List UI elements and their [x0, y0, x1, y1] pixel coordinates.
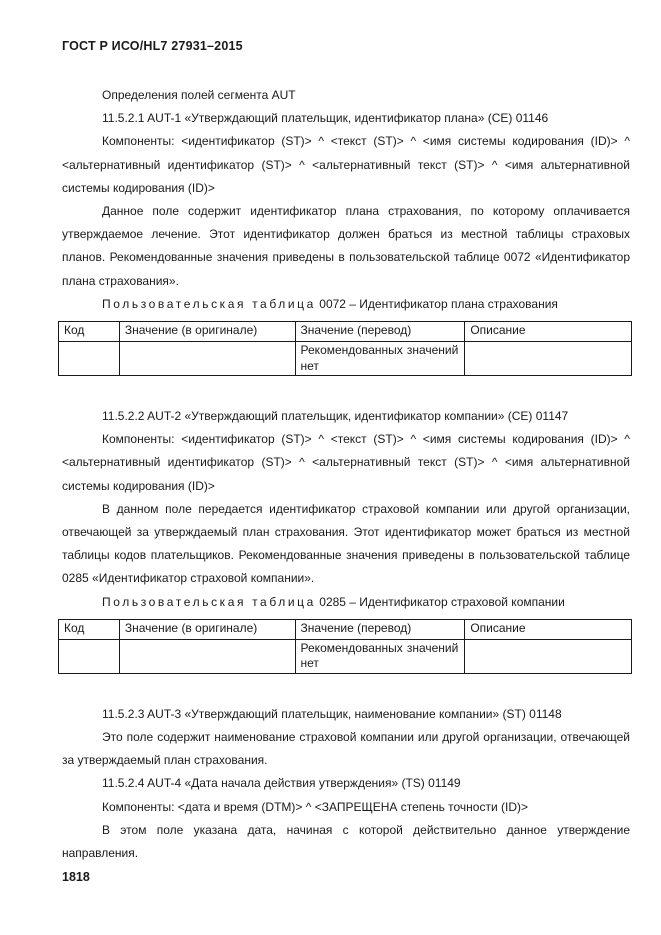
- cell-description: [465, 639, 632, 673]
- cell-translation: Рекомендованных значений нет: [295, 342, 465, 376]
- cell-code: [59, 342, 120, 376]
- caption-label: Пользовательская таблица: [102, 296, 316, 311]
- description-aut4: В этом поле указана дата, начиная с которой действительно данное утверждение направления.: [62, 822, 630, 861]
- table-row: [59, 342, 632, 376]
- col-description-header: Описание: [465, 322, 632, 342]
- cell-original: [119, 639, 295, 673]
- cell-description: [465, 342, 632, 376]
- description-aut1: Данное поле содержит идентификатор плана страхования, по которому оплачивается утверждаемое лечение. Этот идентификатор должен браться из местной таблицы страховых планов. Рекомендованные значения приведены в пользовательской таблице 0072 «Идентификатор плана страхования».: [62, 204, 630, 288]
- user-table-0285: [58, 619, 632, 674]
- section-title-aut2: 11.5.2.2 AUT-2 «Утверждающий плательщик, идентификатор компании» (CE) 01147: [102, 409, 569, 424]
- table-caption-0072: [62, 293, 630, 316]
- intro-heading: Определения полей сегмента AUT: [102, 88, 296, 102]
- components-aut2: Компоненты: <идентификатор (ST)> ^ <текст (ST)> ^ <имя системы кодирования (ID)> ^ <альтернативный идентификатор (ST)> ^ <альтернативный текст (ST)> ^ <имя альтернативной системы кодирования (ID)>: [62, 432, 630, 493]
- table-row: [59, 639, 632, 673]
- section-title-aut4: 11.5.2.4 AUT-4 «Дата начала действия утверждения» (TS) 01149: [102, 776, 461, 791]
- cell-code: [59, 639, 120, 673]
- col-description-header: Описание: [465, 619, 632, 639]
- col-code-header: Код: [59, 322, 120, 342]
- table-caption-0285: [62, 591, 630, 614]
- components-aut4: Компоненты: <дата и время (DTM)> ^ <ЗАПРЕЩЕНА степень точности (ID)>: [102, 799, 529, 814]
- col-original-header: Значение (в оригинале): [119, 619, 295, 639]
- description-aut3: Это поле содержит наименование страховой компании или другой организации, отвечающей за утверждаемый план страхования.: [62, 730, 630, 768]
- components-aut1: Компоненты: <идентификатор (ST)> ^ <текст (ST)> ^ <имя системы кодирования (ID)> ^ <альтернативный идентификатор (ST)> ^ <альтернативный текст (ST)> ^ <имя альтернативной системы кодирования (ID)>: [62, 134, 630, 195]
- section-title-aut3: 11.5.2.3 AUT-3 «Утверждающий плательщик, наименование компании» (ST) 01148: [102, 706, 562, 721]
- section-title-aut1: 11.5.2.1 AUT-1 «Утверждающий плательщик, идентификатор плана» (CE) 01146: [102, 111, 549, 126]
- table-header-row: [59, 619, 632, 639]
- col-translation-header: Значение (перевод): [295, 322, 465, 342]
- col-code-header: Код: [59, 619, 120, 639]
- description-aut2: В данном поле передается идентификатор страховой компании или другой организации, отвечающей за утверждаемый план страхования. Этот идентификатор может браться из местной таблицы кодов плательщиков. Рекомендованные значения приведены в пользовательской таблице 0285 «Идентификатор страховой компании».: [62, 501, 630, 586]
- user-table-0072: [58, 321, 632, 376]
- caption-rest: 0285 – Идентификатор страховой компании: [319, 594, 565, 609]
- cell-original: [119, 342, 295, 376]
- document-header: ГОСТ Р ИСО/HL7 27931–2015: [62, 39, 243, 53]
- caption-rest: 0072 – Идентификатор плана страхования: [319, 296, 558, 311]
- page-number: 1818: [62, 870, 90, 884]
- table-header-row: [59, 322, 632, 342]
- page-content: [62, 84, 630, 865]
- caption-label: Пользовательская таблица: [102, 594, 316, 609]
- cell-translation: Рекомендованных значений нет: [295, 639, 465, 673]
- col-original-header: Значение (в оригинале): [119, 322, 295, 342]
- col-translation-header: Значение (перевод): [295, 619, 465, 639]
